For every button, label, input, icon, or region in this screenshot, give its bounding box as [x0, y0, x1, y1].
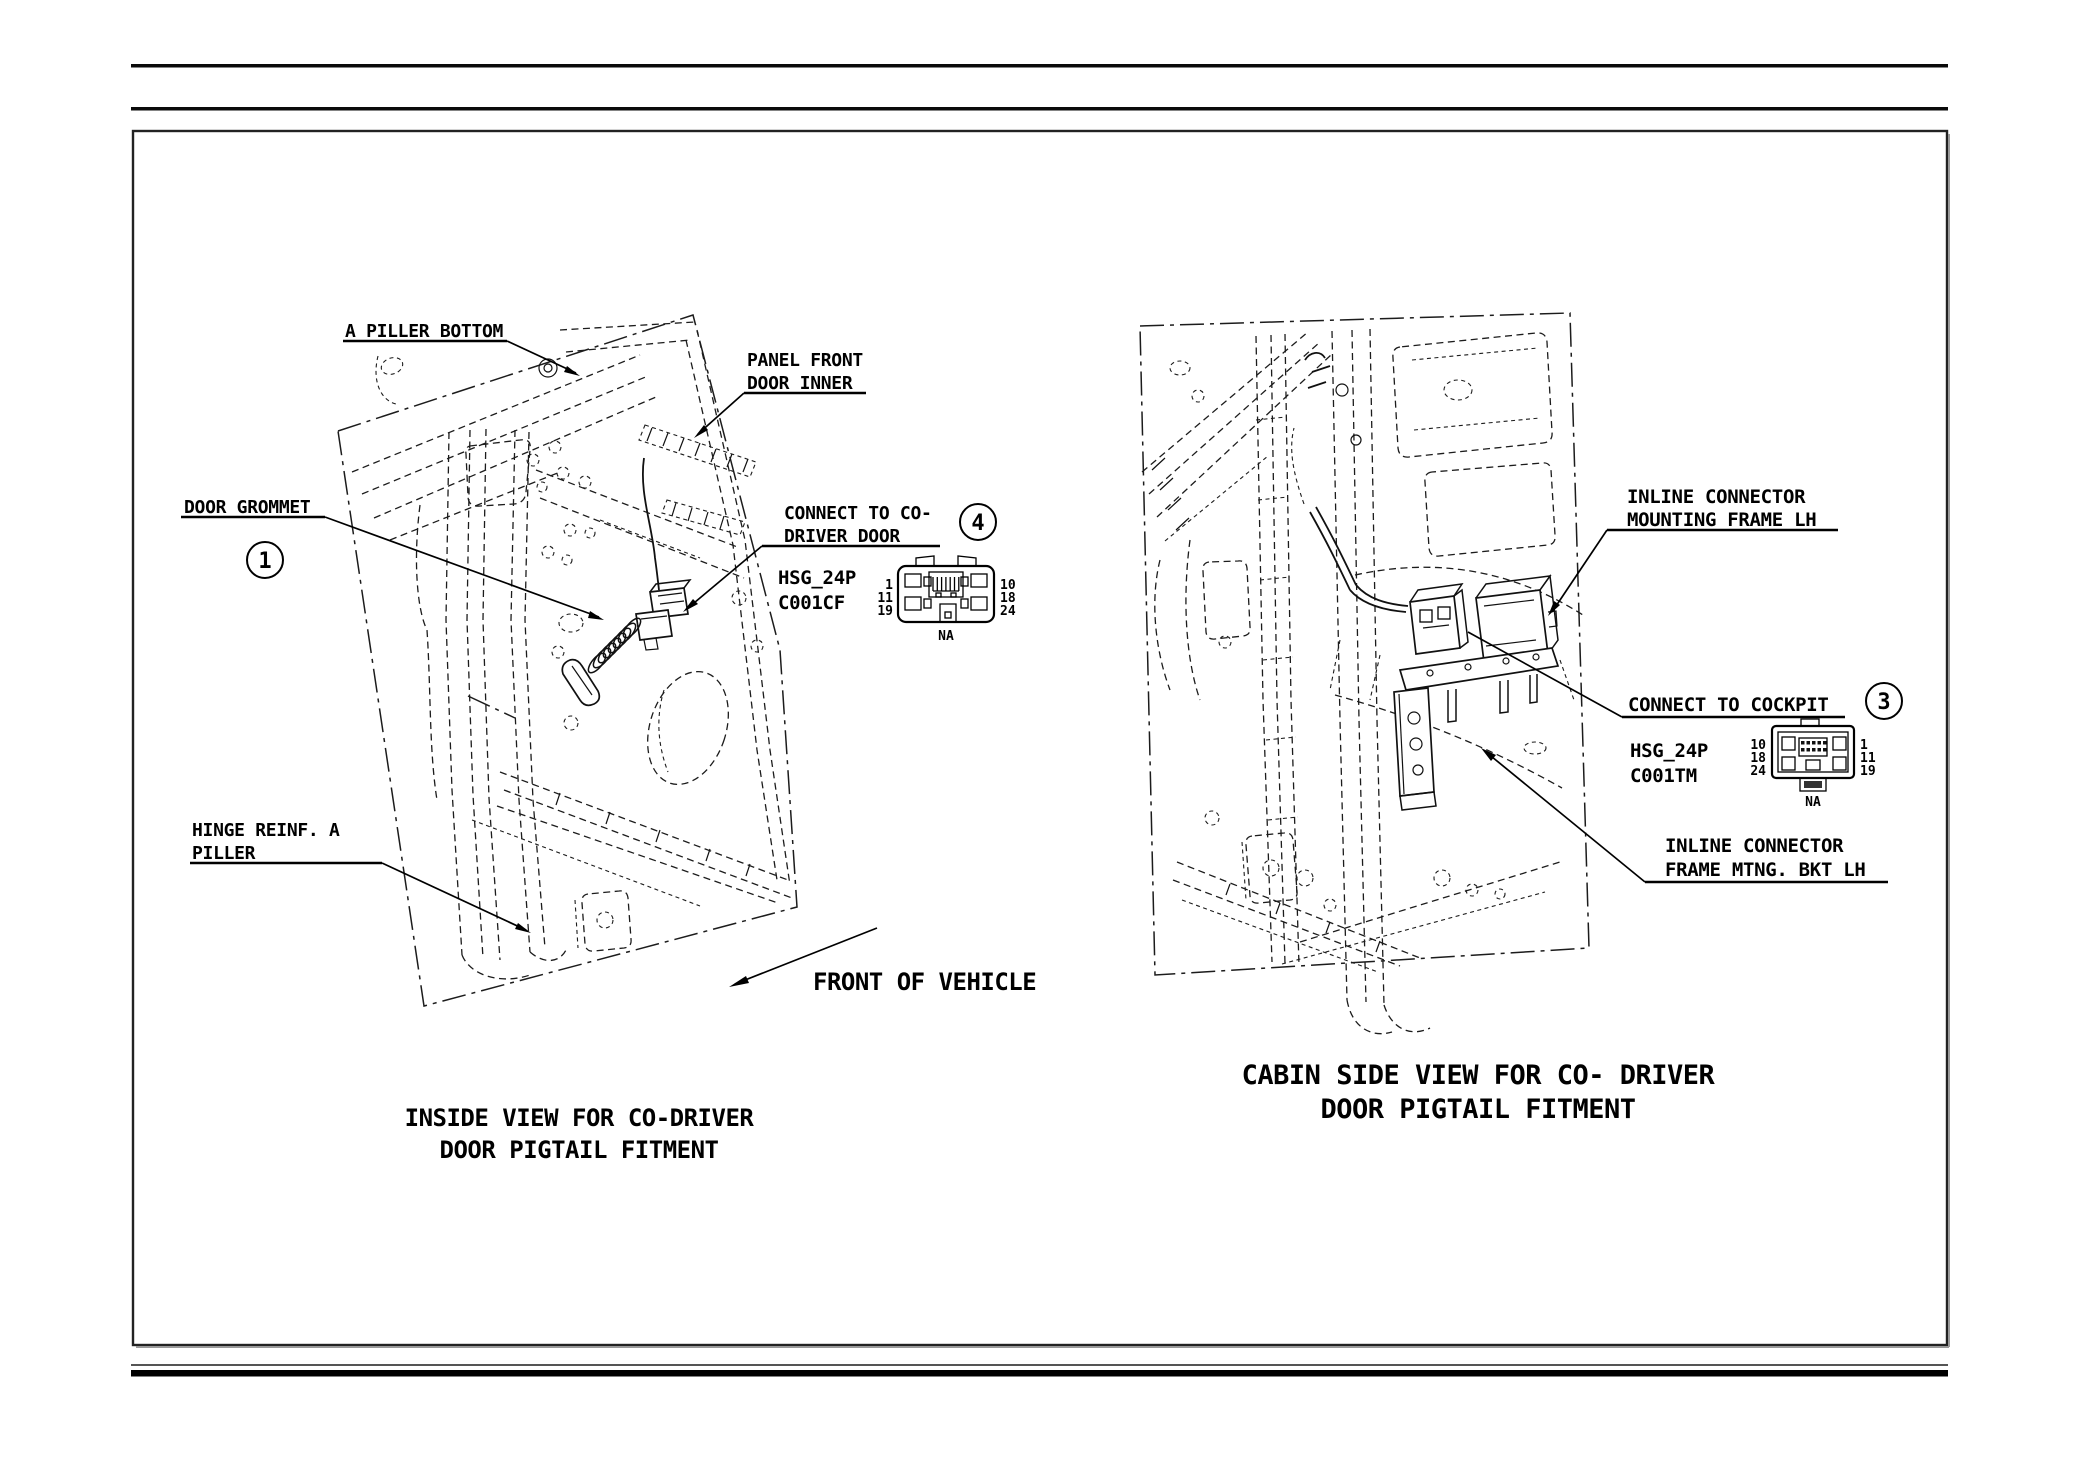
label-mounting-frame-line1: INLINE CONNECTOR — [1627, 486, 1806, 508]
pin-number: 1 — [1860, 738, 1868, 753]
cabin-view-structure — [1142, 329, 1583, 1034]
label-panel-front-line1: PANEL FRONT — [747, 350, 863, 371]
pin-grid — [1801, 741, 1827, 752]
label-mounting-frame-line2: MOUNTING FRAME LH — [1627, 509, 1817, 531]
leader-arrowhead-icon — [588, 611, 604, 620]
label-panel-front-line2: DOOR INNER — [747, 373, 853, 394]
sheet-borders — [131, 64, 1949, 1377]
callout-number-4: 4 — [971, 511, 985, 536]
inside-view-leaders — [181, 341, 940, 987]
inline-connector-part — [1410, 596, 1460, 654]
connector-pinout-c001tm — [1750, 719, 1875, 810]
connector-housing-name: HSG_24P — [778, 567, 856, 589]
label-hinge-reinf-line2: PILLER — [192, 843, 256, 864]
connector-housing-name: HSG_24P — [1630, 740, 1708, 762]
label-connect-codriver-line2: DRIVER DOOR — [784, 526, 900, 547]
pin-number: 10 — [1750, 738, 1766, 753]
label-connect-codriver-line1: CONNECT TO CO- — [784, 503, 932, 524]
leader-arrowhead-icon — [564, 366, 580, 376]
corrugated-tube — [585, 616, 643, 676]
pin-number: 18 — [1750, 751, 1766, 766]
label-door-grommet: DOOR GROMMET — [184, 497, 311, 518]
inside-view-labels — [184, 321, 1036, 1164]
connector-id-c001tm — [1630, 740, 1708, 787]
pin-number: 10 — [1000, 578, 1016, 593]
pin-number: 1 — [885, 578, 893, 593]
cabin-side-view-drawing — [1140, 313, 1902, 1125]
callout-balloon-3 — [1866, 683, 1902, 719]
connector-id-c001cf — [778, 567, 856, 614]
label-bkt-line2: FRAME MTNG. BKT LH — [1665, 859, 1866, 881]
cabin-view-title-line2: DOOR PIGTAIL FITMENT — [1320, 1094, 1636, 1125]
label-connect-cockpit: CONNECT TO COCKPIT — [1628, 694, 1829, 716]
inside-view-drawing — [181, 315, 1036, 1164]
front-arrow-icon — [729, 976, 749, 987]
callout-number-1: 1 — [258, 549, 272, 574]
pin-number: 19 — [877, 604, 893, 619]
callout-number-3: 3 — [1877, 690, 1891, 715]
pin-number: 19 — [1860, 764, 1876, 779]
inside-view-harness — [562, 458, 690, 705]
inside-view-title-line1: INSIDE VIEW FOR CO-DRIVER — [404, 1104, 754, 1132]
pin-number: 11 — [877, 591, 893, 606]
pin-number: 11 — [1860, 751, 1876, 766]
cabin-view-title-line1: CABIN SIDE VIEW FOR CO- DRIVER — [1241, 1060, 1715, 1091]
pin-number: 24 — [1000, 604, 1016, 619]
label-hinge-reinf-line1: HINGE REINF. A — [192, 820, 340, 841]
connector-pinout-c001cf — [877, 556, 1015, 644]
connector-code: C001TM — [1630, 765, 1697, 787]
connector-code: C001CF — [778, 592, 845, 614]
inside-view-title-line2: DOOR PIGTAIL FITMENT — [439, 1136, 719, 1164]
pinout-na-label: NA — [938, 629, 954, 644]
callout-balloon-1 — [247, 542, 283, 578]
label-a-piller-bottom: A PILLER BOTTOM — [345, 321, 504, 342]
pin-number: 24 — [1750, 764, 1766, 779]
label-front-of-vehicle: FRONT OF VEHICLE — [813, 968, 1037, 996]
pinout-na-label: NA — [1805, 795, 1821, 810]
cabin-view-labels — [1242, 486, 1866, 1125]
pin-number: 18 — [1000, 591, 1016, 606]
callout-balloon-4 — [960, 504, 996, 540]
label-bkt-line1: INLINE CONNECTOR — [1665, 835, 1844, 857]
